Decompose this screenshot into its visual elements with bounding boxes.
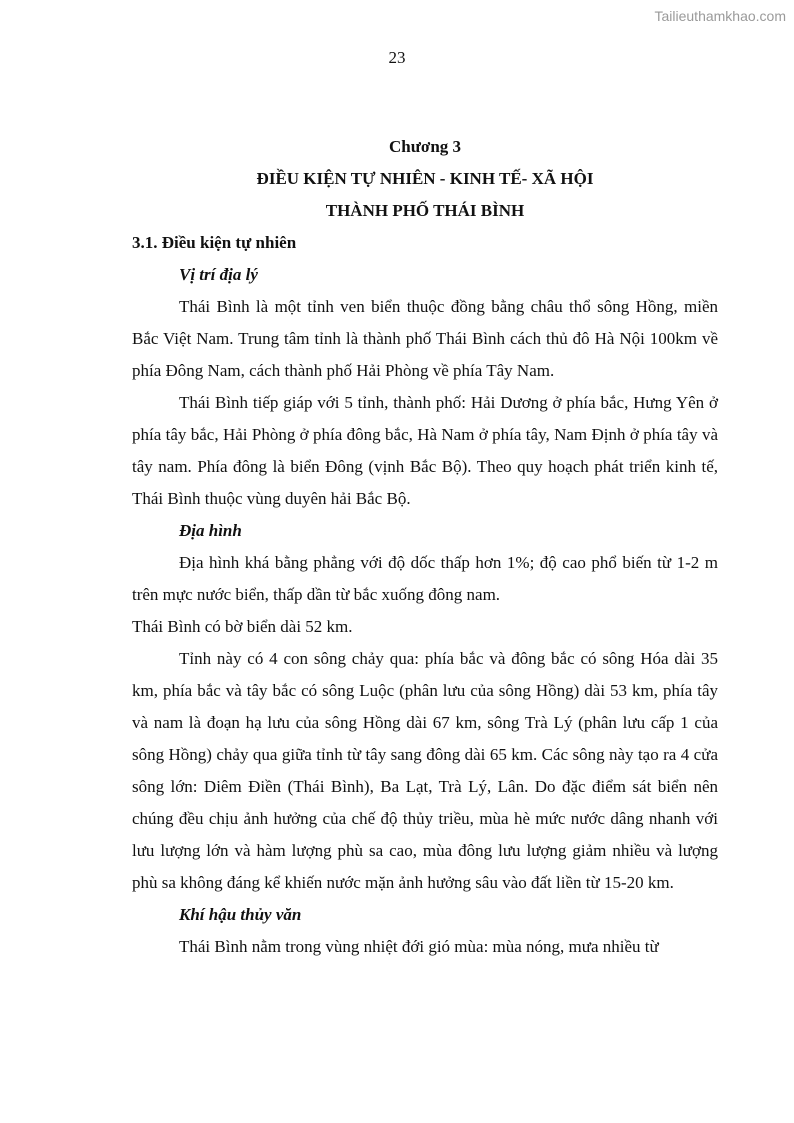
chapter-title: Chương 3 <box>388 137 462 156</box>
chapter-heading-line2: THÀNH PHỐ THÁI BÌNH <box>325 201 525 220</box>
climate-paragraph-1: Thái Bình nằm trong vùng nhiệt đới gió mùa: mùa nóng, mưa nhiều từ <box>179 937 659 956</box>
location-heading: Vị trí địa lý <box>179 265 258 284</box>
document-body <box>132 131 718 963</box>
section-heading: 3.1. Điều kiện tự nhiên <box>132 233 297 252</box>
rivers-paragraph: Tỉnh này có 4 con sông chảy qua: phía bắc và đông bắc có sông Hóa dài 35 km, phía bắc và tây bắc có sông Luộc (phân lưu của sông Hồng) dài 53 km, phía tây và nam là đoạn hạ lưu của sông Hồng dài 67 km, sông Trà Lý (phân lưu cấp 1 của sông Hồng) chảy qua giữa tỉnh từ tây sang đông dài 65 km. Các sông này tạo ra 4 cửa sông lớn: Diêm Điền (Thái Bình), Ba Lạt, Trà Lý, Lân. Do đặc điểm sát biển nên chúng đều chịu ảnh hưởng của chế độ thủy triều, mùa hè mức nước dâng nhanh với lưu lượng lớn và hàm lượng phù sa cao, mùa đông lưu lượng giảm nhiều và lượng phù sa không đáng kể khiến nước mặn ảnh hưởng sâu vào đất liền từ 15-20 km. <box>132 649 718 892</box>
terrain-paragraph-1: Địa hình khá bằng phẳng với độ dốc thấp hơn 1%; độ cao phổ biến từ 1-2 m trên mực nước biển, thấp dần từ bắc xuống đông nam. <box>132 553 718 604</box>
location-paragraph-1: Thái Bình là một tỉnh ven biển thuộc đồng bằng châu thổ sông Hồng, miền Bắc Việt Nam. Trung tâm tỉnh là thành phố Thái Bình cách thủ đô Hà Nội 100km về phía Đông Nam, cách thành phố Hải Phòng về phía Tây Nam. <box>132 297 718 380</box>
location-paragraph-2: Thái Bình tiếp giáp với 5 tỉnh, thành phố: Hải Dương ở phía bắc, Hưng Yên ở phía tây bắc, Hải Phòng ở phía đông bắc, Hà Nam ở phía tây, Nam Định ở phía tây và tây nam. Phía đông là biển Đông (vịnh Bắc Bộ). Theo quy hoạch phát triển kinh tế, Thái Bình thuộc vùng duyên hải Bắc Bộ. <box>132 393 718 508</box>
chapter-heading-line1: ĐIỀU KIỆN TỰ NHIÊN - KINH TẾ- XÃ HỘI <box>256 169 594 188</box>
coastline-paragraph: Thái Bình có bờ biển dài 52 km. <box>132 617 353 636</box>
page-number: 23 <box>388 48 406 67</box>
terrain-heading: Địa hình <box>179 521 242 540</box>
watermark: Tailieuthamkhao.com <box>654 8 786 24</box>
climate-heading: Khí hậu thủy văn <box>179 905 302 924</box>
